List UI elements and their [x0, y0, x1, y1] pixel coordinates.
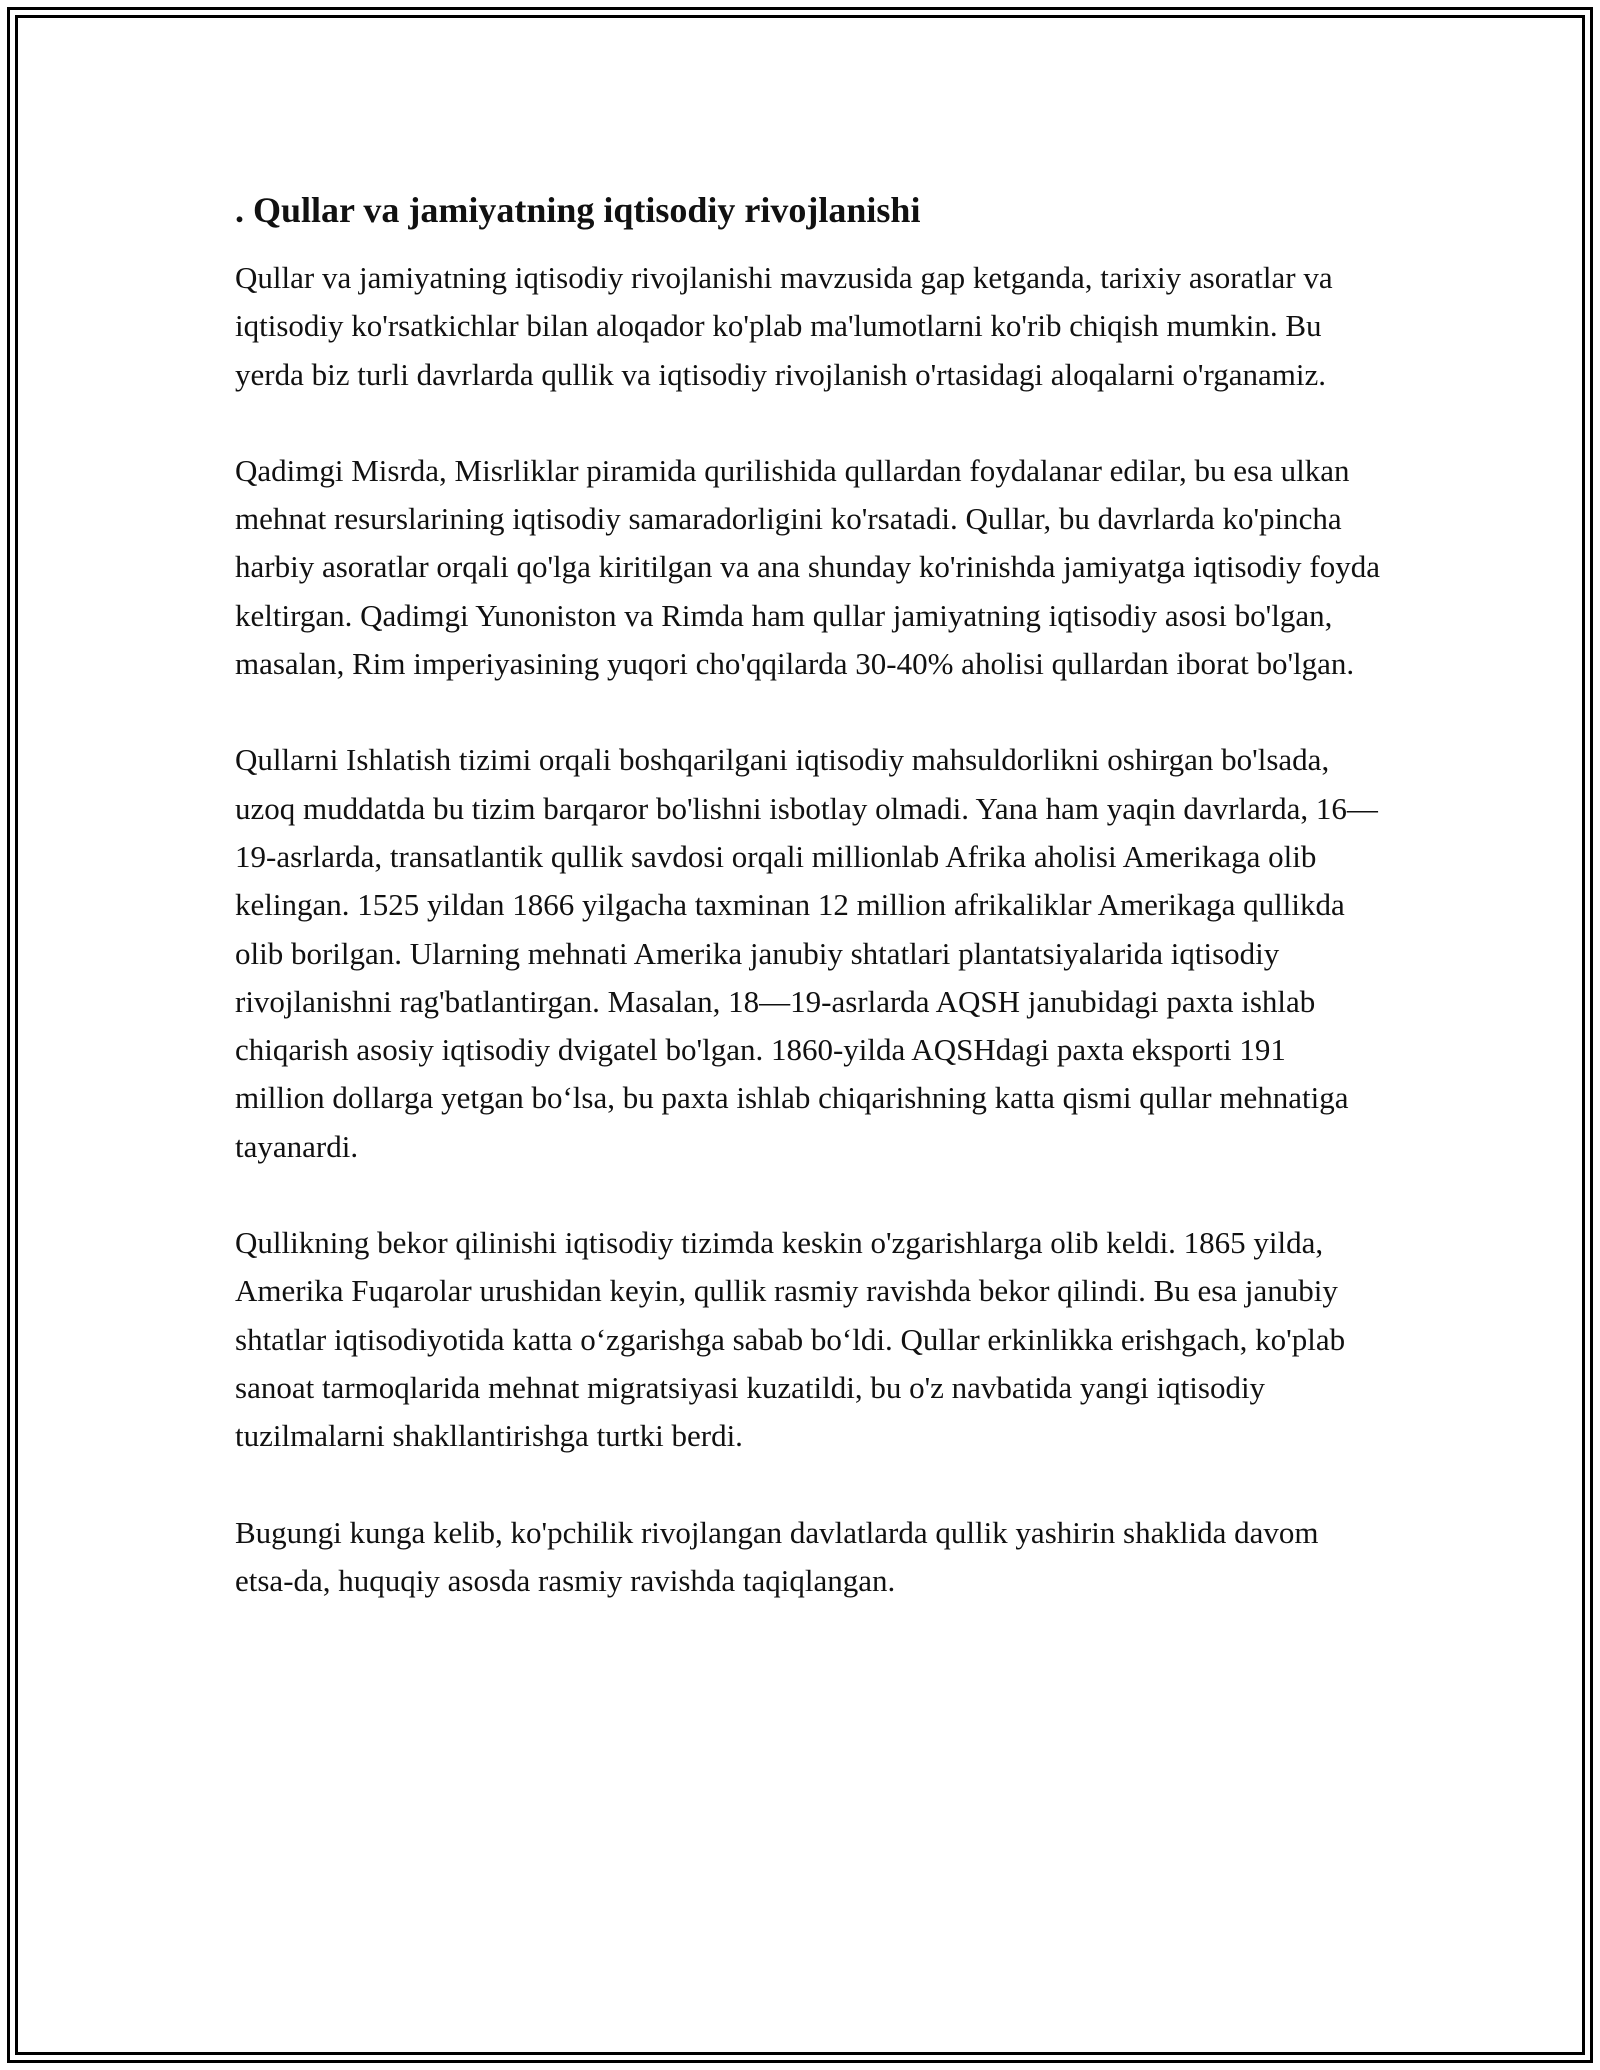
document-title: . Qullar va jamiyatning iqtisodiy rivojlanishi — [235, 190, 921, 230]
paragraph-ancient-egypt: Qadimgi Misrda, Misrliklar piramida qurilishida qullardan foydalanar edilar, bu esa ulkan mehnat resurslarining iqtisodiy samaradorligini ko'rsatadi. Qullar, bu davrlarda ko'pincha harbiy asoratlar orqali qo'lga kiritilgan va ana shunday ko'rinishda jamiyatga iqtisodiy foyda keltirgan. Qadimgi Yunoniston va Rimda ham qullar jamiyatning iqtisodiy asosi bo'lgan, masalan, Rim imperiyasining yuqori cho'qqilarda 30-40% aholisi qullardan iborat bo'lgan. — [235, 452, 1380, 682]
paragraph-today: Bugungi kunga kelib, ko'pchilik rivojlangan davlatlarda qullik yashirin shaklida davom etsa-da, huquqiy asosda rasmiy ravishda taqiqlangan. — [235, 1514, 1319, 1598]
paragraph-abolition: Qullikning bekor qilinishi iqtisodiy tizimda keskin o'zgarishlarga olib keldi. 1865 yilda, Amerika Fuqarolar urushidan keyin, qullik rasmiy ravishda bekor qilindi. Bu esa janubiy shtatlar iqtisodiyotida katta o‘zgarishga sabab bo‘ldi. Qullar erkinlikka erishgach, ko'plab sanoat tarmoqlarida mehnat migratsiyasi kuzatildi, bu o'z navbatida yangi iqtisodiy tuzilmalarni shakllantirishga turtki berdi. — [235, 1225, 1346, 1454]
paragraph-transatlantic-trade: Qullarni Ishlatish tizimi orqali boshqarilgani iqtisodiy mahsuldorlikni oshirgan bo'lsada, uzoq muddatda bu tizim barqaror bo'lishni isbotlay olmadi. Yana ham yaqin davrlarda, 16—19-asrlarda, transatlantik qullik savdosi orqali millionlab Afrika aholisi Amerikaga olib kelingan. 1525 yildan 1866 yilgacha taxminan 12 million afrikaliklar Amerikaga qullikda olib borilgan. Ularning mehnati Amerika janubiy shtatlari plantatsiyalarida iqtisodiy rivojlanishni rag'batlantirgan. Masalan, 18—19-asrlarda AQSH janubidagi paxta ishlab chiqarish asosiy iqtisodiy dvigatel bo'lgan. 1860-yilda AQSHdagi paxta eksporti 191 million dollarga yetgan bo‘lsa, bu paxta ishlab chiqarishning katta qismi qullar mehnatiga tayanardi. — [235, 742, 1378, 1164]
paragraph-intro: Qullar va jamiyatning iqtisodiy rivojlanishi mavzusida gap ketganda, tarixiy asoratlar va iqtisodiy ko'rsatkichlar bilan aloqador ko'plab ma'lumotlarni ko'rib chiqish mumkin. Bu yerda biz turli davrlarda qullik va iqtisodiy rivojlanish o'rtasidagi aloqalarni o'rganamiz. — [235, 260, 1333, 392]
document-body — [235, 186, 1380, 1653]
